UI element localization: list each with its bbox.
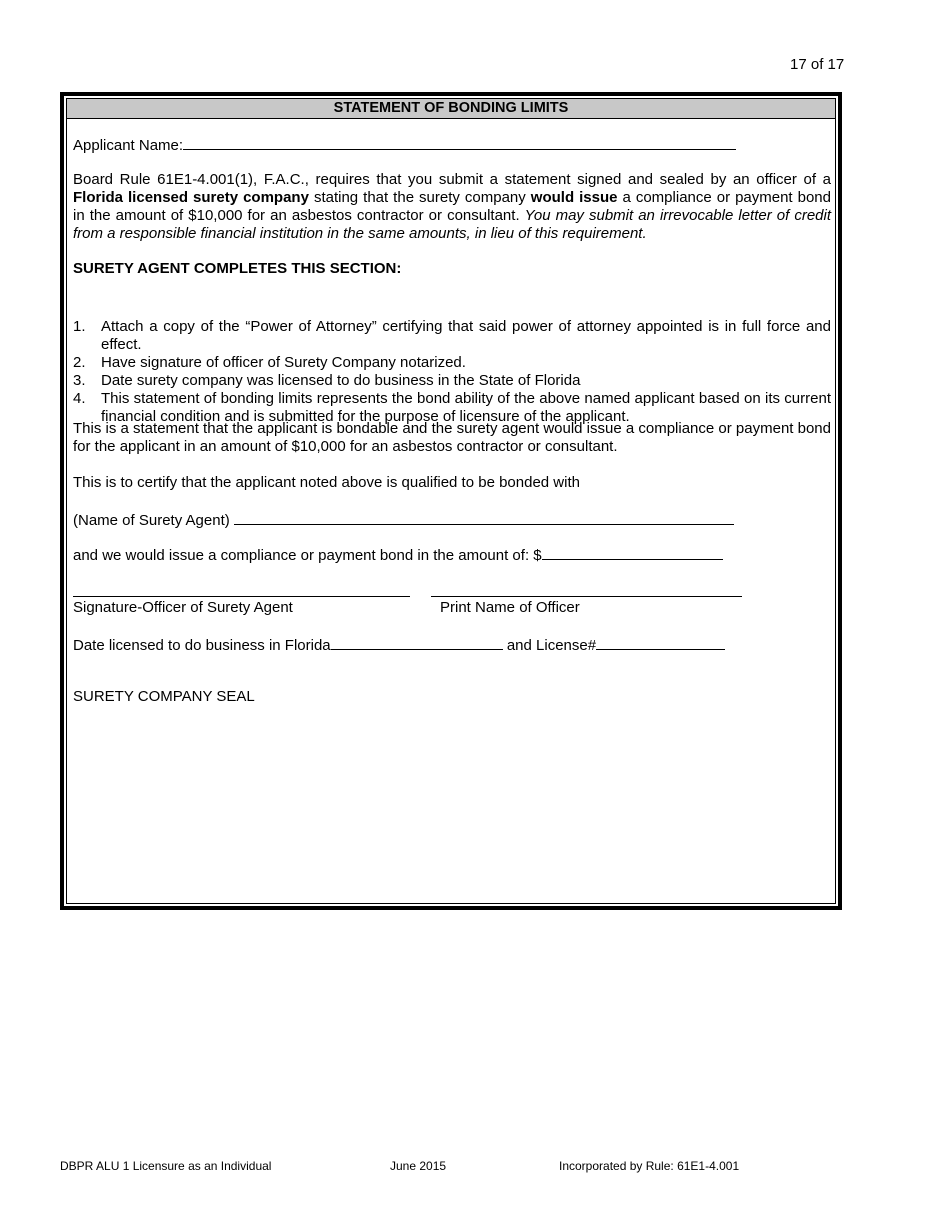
applicant-name-field[interactable]: [183, 135, 736, 150]
print-name-line[interactable]: [431, 596, 742, 597]
bond-amount-row: [73, 545, 723, 565]
license-number-label: and License#: [506, 637, 597, 654]
certify-text: This is to certify that the applicant noted above is qualified to be bonded with: [73, 474, 580, 491]
surety-agent-label: (Name of Surety Agent): [73, 512, 230, 529]
applicant-name-row: [73, 135, 736, 155]
bondable-paragraph: This is a statement that the applicant is bondable and the surety agent would issue a compliance or payment bond for the applicant in an amount of $10,000 for an asbestos contractor or consultant.: [73, 420, 831, 455]
rule-text-1: Board Rule 61E1-4.001(1), F.A.C., requires that you submit a statement signed and sealed by an officer of a: [73, 171, 831, 188]
print-name-label: Print Name of Officer: [440, 599, 580, 616]
bonding-limits-form: [60, 92, 842, 910]
form-inner-border: [66, 98, 836, 904]
surety-agent-field[interactable]: [234, 510, 734, 525]
list-item: 2. Have signature of officer of Surety Company notarized.: [73, 354, 466, 371]
rule-italic-note: You may submit an irrevocable letter of credit from a responsible financial institution in the same amounts, in lieu of this requirement.: [73, 207, 832, 242]
date-licensed-label: Date licensed to do business in Florida: [73, 637, 331, 654]
signature-label: Signature-Officer of Surety Agent: [73, 599, 293, 616]
bond-amount-label: and we would issue a compliance or payment bond in the amount of: $: [73, 547, 542, 564]
signature-line[interactable]: [73, 596, 410, 597]
footer-rule: Incorporated by Rule: 61E1-4.001: [559, 1159, 740, 1173]
page-number: 17 of 17: [790, 56, 845, 73]
rule-text-3: a compliance or payment bond in the amount of $10,000 for an asbestos contractor or consultant.: [73, 189, 831, 224]
list-item: 1. Attach a copy of the “Power of Attorney” certifying that said power of attorney appointed is in full force and effect.: [73, 318, 831, 353]
form-title: STATEMENT OF BONDING LIMITS: [67, 99, 835, 119]
bond-amount-field[interactable]: [542, 545, 723, 560]
applicant-name-label: Applicant Name:: [73, 137, 184, 154]
instruction-list: [73, 318, 831, 426]
rule-bold-issue: would issue: [530, 189, 618, 206]
date-licensed-row: [73, 635, 725, 655]
rule-paragraph: [73, 171, 831, 243]
rule-text-2: stating that the surety company: [308, 189, 531, 206]
footer-date: June 2015: [390, 1159, 447, 1173]
date-licensed-field[interactable]: [331, 635, 503, 650]
list-item: 4. This statement of bonding limits represents the bond ability of the above named applicant based on its current financial condition and is submitted for the purpose of licensure of the applicant.: [73, 390, 831, 425]
list-item: 3. Date surety company was licensed to do business in the State of Florida: [73, 372, 581, 389]
section-heading: SURETY AGENT COMPLETES THIS SECTION:: [73, 260, 402, 277]
footer-form-name: DBPR ALU 1 Licensure as an Individual: [60, 1159, 272, 1173]
rule-bold-surety: Florida licensed surety company: [73, 189, 309, 206]
license-number-field[interactable]: [596, 635, 725, 650]
surety-agent-row: [73, 510, 734, 530]
seal-label: SURETY COMPANY SEAL: [73, 688, 255, 705]
